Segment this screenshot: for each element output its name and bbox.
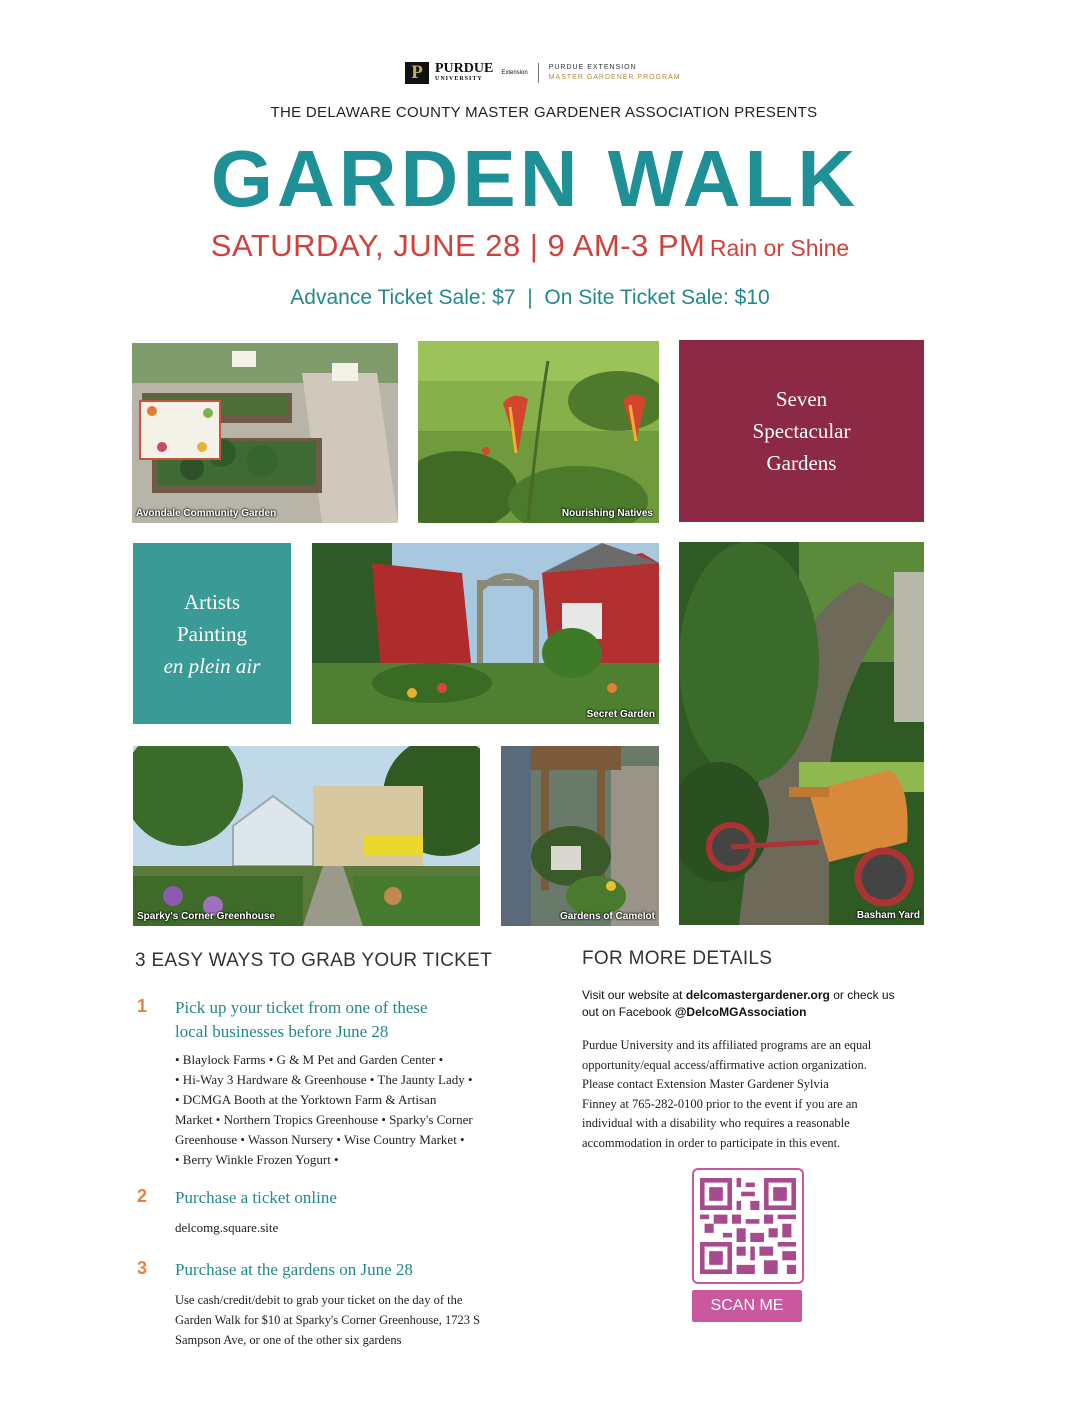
caption-avondale: Avondale Community Garden [136,508,277,519]
step-2-title: Purchase a ticket online [175,1188,337,1207]
caption-gardens-of-camelot: Gardens of Camelot [559,911,655,922]
business-list-line: Greenhouse • Wasson Nursery • Wise Country Market • [175,1132,465,1147]
details-visit-text: Visit our website at delcomastergardener.org or check us out on Facebook @DelcoMGAssociation [582,988,895,1019]
purdue-p-icon: P [405,62,429,84]
qr-code[interactable] [692,1168,804,1284]
tile-seven-spectacular-gardens: Seven Spectacular Gardens [679,340,924,522]
event-rain-or-shine: Rain or Shine [709,235,850,261]
caption-basham-yard: Basham Yard [856,910,920,921]
page-title: GARDEN WALK [210,134,860,223]
event-date [0,228,1060,264]
photo-gardens-of-camelot [501,746,659,926]
extension-small: Extension [501,70,528,76]
equal-opportunity-statement: Purdue University and its affiliated programs are an equal opportunity/equal access/affirmative action organization. Please contact Extension Master Gardener Sylvia Finney at 765-282-0100 prior to the event if you are an individual with a disability who requires a reasonable accommodation in order to participate in this event. [582,1038,872,1150]
step-3-number: 3 [137,1258,148,1278]
step-1-business-list [175,1050,473,1170]
business-list-line: • Berry Winkle Frozen Yogurt • [175,1152,339,1167]
business-list-line: • DCMGA Booth at the Yorktown Farm & Artisan [175,1092,437,1107]
scan-me-label[interactable]: SCAN ME [692,1290,802,1322]
purdue-wordmark: PURDUE UNIVERSITY [435,61,494,82]
photo-sparkys-corner-greenhouse [133,746,480,926]
business-list-line: Market • Northern Tropics Greenhouse • Sparky's Corner [175,1112,473,1127]
purdue-logo [405,60,681,86]
step-2-number: 2 [137,1186,148,1206]
details-heading: FOR MORE DETAILS [582,948,773,969]
ticket-prices: Advance Ticket Sale: $7 | On Site Ticket Sale: $10 [290,286,770,309]
facebook-handle: @DelcoMGAssociation [674,1005,807,1019]
photo-nourishing-natives [418,341,659,523]
website-link: delcomastergardener.org [685,988,830,1002]
tile-artists-painting: Artists Painting en plein air [133,543,291,724]
qr-code-icon [700,1178,796,1274]
logo-divider [538,63,539,83]
step-1-title: Pick up your ticket from one of these local businesses before June 28 [175,998,428,1041]
caption-nourishing-natives: Nourishing Natives [561,508,653,519]
master-gardener-program-logo: PURDUE EXTENSION MASTER GARDENER PROGRAM [548,64,681,81]
event-date-main: SATURDAY, JUNE 28 | 9 AM-3 PM [210,228,706,263]
photo-avondale-community-garden [132,343,398,523]
photo-basham-yard [679,542,924,925]
caption-secret-garden: Secret Garden [586,709,655,720]
business-list-line: • Blaylock Farms • G & M Pet and Garden Center • [175,1052,444,1067]
step-3-title: Purchase at the gardens on June 28 [175,1260,413,1279]
caption-sparkys: Sparky's Corner Greenhouse [137,911,275,922]
step-1-number: 1 [137,996,148,1016]
business-list-line: • Hi-Way 3 Hardware & Greenhouse • The Jaunty Lady • [175,1072,473,1087]
step-2-url: delcomg.square.site [175,1220,279,1235]
photo-secret-garden [312,543,659,724]
tickets-section-heading: 3 EASY WAYS TO GRAB YOUR TICKET [135,950,493,971]
presents-line: THE DELAWARE COUNTY MASTER GARDENER ASSOCIATION PRESENTS [270,104,818,121]
step-3-body: Use cash/credit/debit to grab your ticket on the day of the Garden Walk for $10 at Sparky's Corner Greenhouse, 1723 S Sampson Ave, or one of the other six gardens [175,1293,481,1347]
